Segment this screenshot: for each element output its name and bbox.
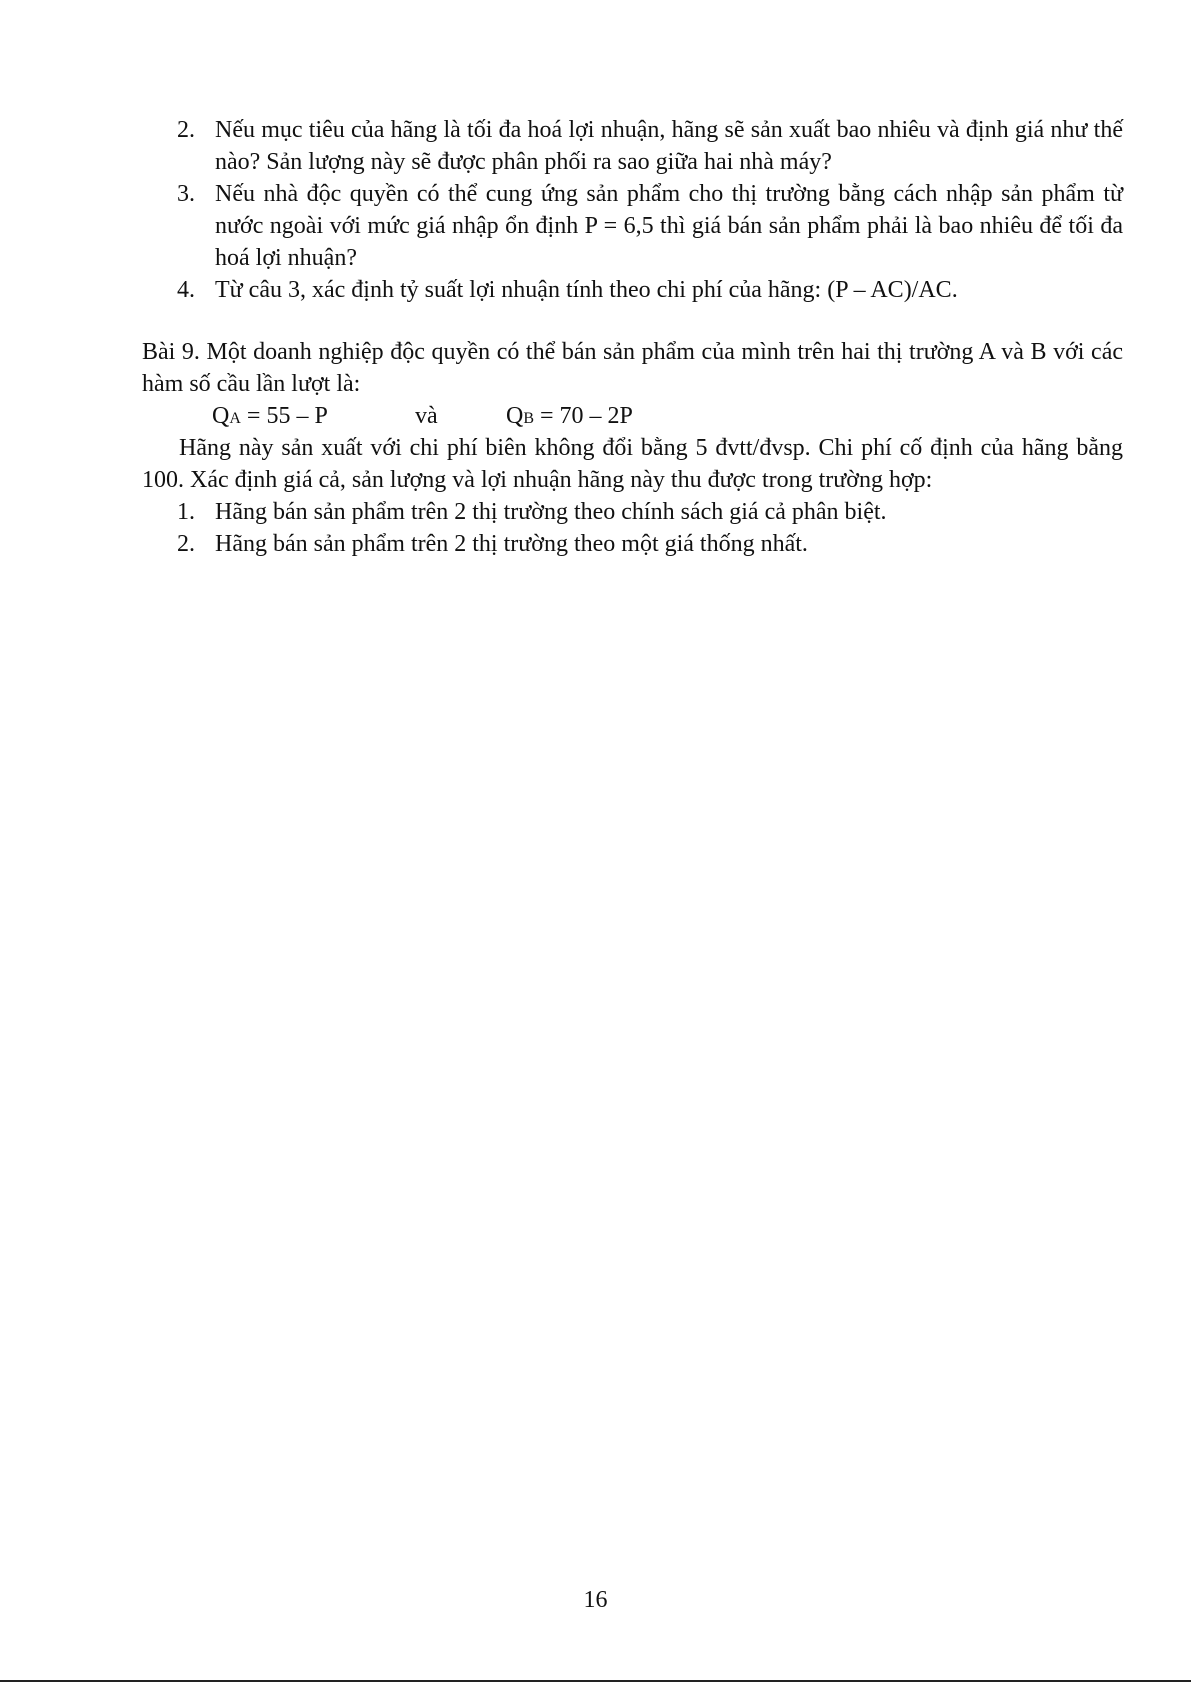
exercise-9-paragraph: Hãng này sản xuất với chi phí biên không đổi bằng 5 đvtt/đvsp. Chi phí cố định của hãng bằng 100. Xác định giá cả, sản lượng và lợi nhuận hãng này thu được trong trường hợp: [142, 435, 1123, 493]
quantity-symbol: Q [212, 403, 230, 429]
equation-rhs: = 55 – P [240, 403, 328, 429]
list-item-3 [142, 178, 1123, 274]
subscript-a: A [229, 410, 241, 427]
quantity-symbol: Q [506, 403, 524, 429]
demand-functions [142, 400, 1123, 432]
list-item-text: Hãng bán sản phẩm trên 2 thị trường theo chính sách giá cả phân biệt. [215, 499, 887, 525]
list-item-text: Nếu mục tiêu của hãng là tối đa hoá lợi nhuận, hãng sẽ sản xuất bao nhiêu và định giá như thế nào? Sản lượng này sẽ được phân phối ra sao giữa hai nhà máy? [215, 117, 1123, 175]
list-item-4 [142, 274, 1123, 306]
exercise-9-intro: Bài 9. Một doanh nghiệp độc quyền có thể bán sản phẩm của mình trên hai thị trường A và B với các hàm số cầu lần lượt là: [142, 339, 1123, 397]
exercise-9-item-1 [142, 496, 1123, 528]
subscript-b: B [523, 410, 535, 427]
list-item-text: Từ câu 3, xác định tỷ suất lợi nhuận tính theo chi phí của hãng: (P – AC)/AC. [215, 277, 958, 303]
footer-rule [0, 1680, 1191, 1682]
list-number: 3. [177, 181, 195, 207]
list-number: 2. [177, 531, 195, 557]
page-content [142, 114, 1123, 560]
section-gap [142, 306, 1123, 336]
demand-function-b [506, 400, 633, 435]
list-number: 1. [177, 499, 195, 525]
conjunction: và [415, 403, 438, 429]
list-number: 4. [177, 277, 195, 303]
equation-rhs: = 70 – 2P [534, 403, 633, 429]
page-number: 16 [583, 1587, 608, 1613]
list-number: 2. [177, 117, 195, 143]
list-item-text: Hãng bán sản phẩm trên 2 thị trường theo một giá thống nhất. [215, 531, 808, 557]
demand-function-a [212, 400, 328, 435]
list-item-text: Nếu nhà độc quyền có thể cung ứng sản phẩm cho thị trường bằng cách nhập sản phẩm từ nước ngoài với mức giá nhập ổn định P = 6,5 thì giá bán sản phẩm phải là bao nhiêu để tối đa hoá lợi nhuận? [215, 181, 1123, 271]
exercise-9-item-2 [142, 528, 1123, 560]
list-item-2 [142, 114, 1123, 178]
